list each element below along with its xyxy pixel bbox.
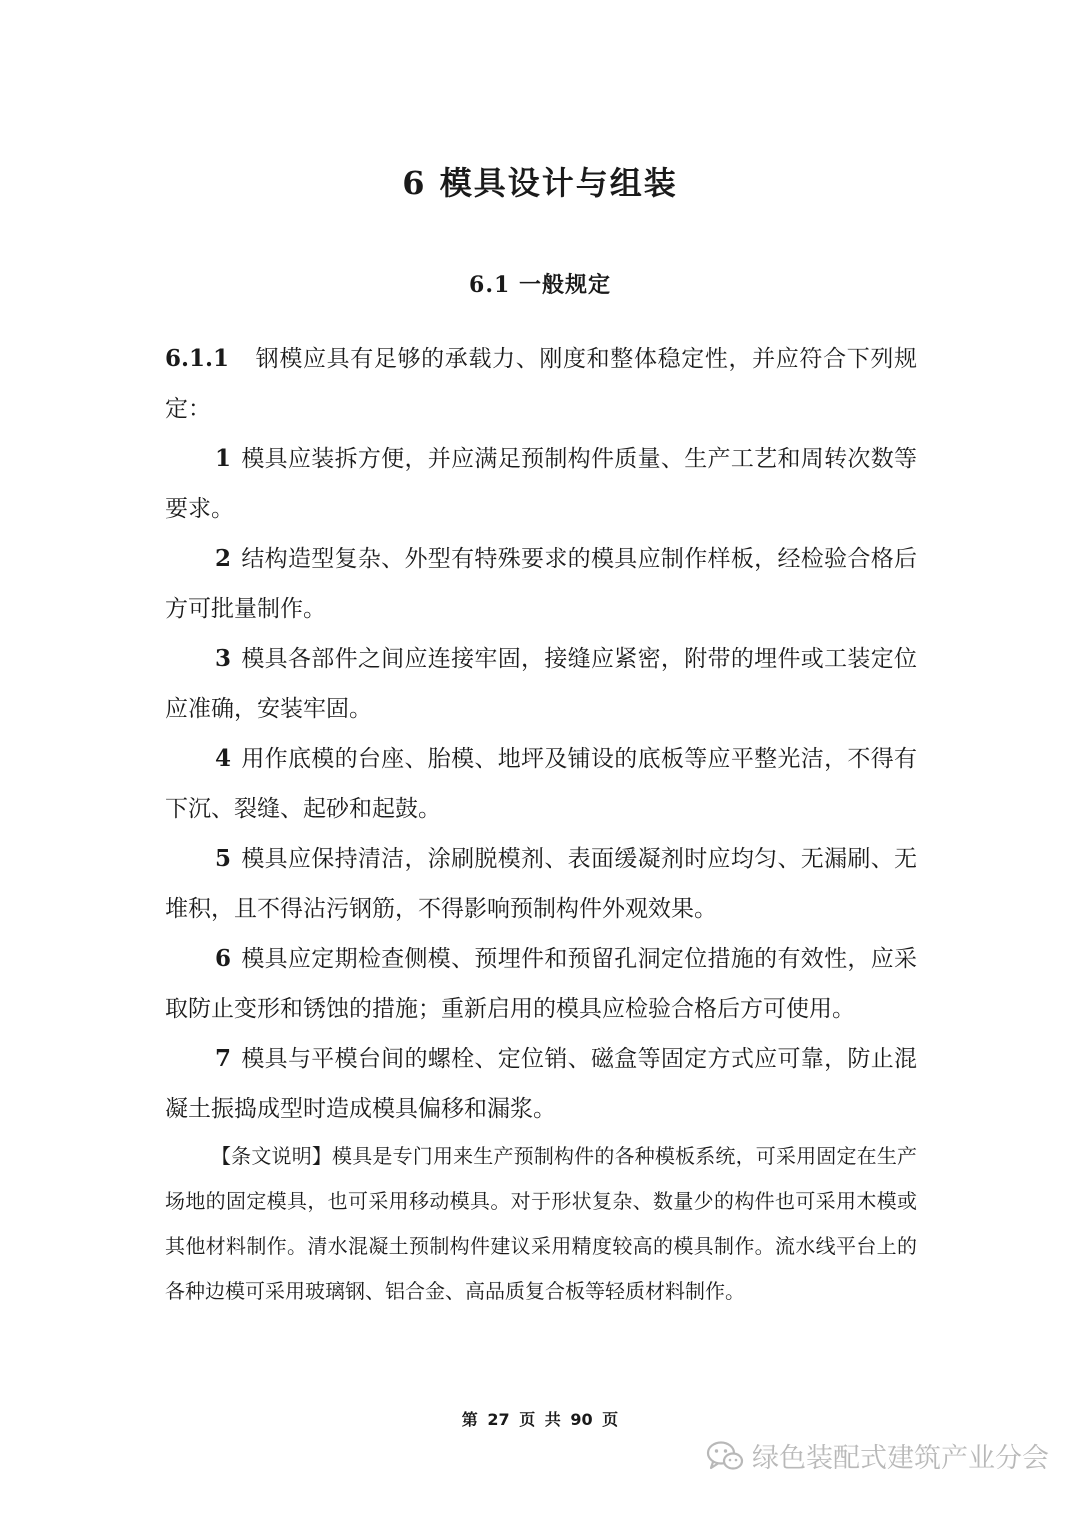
item-text: 结构造型复杂、外型有特殊要求的模具应制作样板，经检验合格后方可批量制作。 — [165, 546, 917, 622]
item-number: 3 — [215, 645, 232, 672]
clause-explanation: 【条文说明】模具是专门用来生产预制构件的各种模板系统，可采用固定在生产场地的固定模具，也可采用移动模具。对于形状复杂、数量少的构件也可采用木模或其他材料制作。清水混凝土预制构件建议采用精度较高的模具制作。流水线平台上的各种边模可采用玻璃钢、铝合金、高品质复合板等轻质材料制作。 — [165, 1144, 917, 1303]
clause-paragraph — [165, 334, 917, 434]
clause-text: 钢模应具有足够的承载力、刚度和整体稳定性，并应符合下列规定： — [165, 346, 917, 422]
document-body — [165, 334, 917, 1314]
list-item — [165, 834, 917, 934]
item-text: 用作底模的台座、胎模、地坪及铺设的底板等应平整光洁，不得有下沉、裂缝、起砂和起鼓。 — [165, 746, 917, 822]
watermark-text: 绿色装配式建筑产业分会 — [752, 1443, 1049, 1474]
item-number: 5 — [215, 845, 232, 872]
list-item — [165, 434, 917, 534]
list-item — [165, 734, 917, 834]
item-number: 4 — [215, 745, 232, 772]
item-number: 6 — [215, 945, 232, 972]
watermark — [706, 1436, 1049, 1475]
item-text: 模具应装拆方便，并应满足预制构件质量、生产工艺和周转次数等要求。 — [165, 446, 917, 522]
item-number: 2 — [215, 545, 232, 572]
item-text: 模具应保持清洁，涂刷脱模剂、表面缓凝剂时应均匀、无漏刷、无堆积，且不得沾污钢筋，不得影响预制构件外观效果。 — [165, 846, 917, 922]
item-text: 模具与平模台间的螺栓、定位销、磁盒等固定方式应可靠，防止混凝土振捣成型时造成模具偏移和漏浆。 — [165, 1046, 917, 1122]
item-text: 模具各部件之间应连接牢固，接缝应紧密，附带的埋件或工装定位应准确，安装牢固。 — [165, 646, 917, 722]
list-item — [165, 534, 917, 634]
item-number: 1 — [215, 445, 232, 472]
list-item — [165, 634, 917, 734]
clause-number: 6.1.1 — [165, 345, 230, 372]
wechat-icon — [706, 1440, 744, 1472]
page-number: 第 27 页 共 90 页 — [461, 1410, 619, 1429]
list-item — [165, 1034, 917, 1134]
item-number: 7 — [215, 1045, 232, 1072]
section-title: 6.1 一般规定 — [469, 272, 611, 298]
chapter-title: 6 模具设计与组装 — [402, 164, 678, 202]
item-text: 模具应定期检查侧模、预埋件和预留孔洞定位措施的有效性，应采取防止变形和锈蚀的措施；重新启用的模具应检验合格后方可使用。 — [165, 946, 917, 1022]
list-item — [165, 934, 917, 1034]
